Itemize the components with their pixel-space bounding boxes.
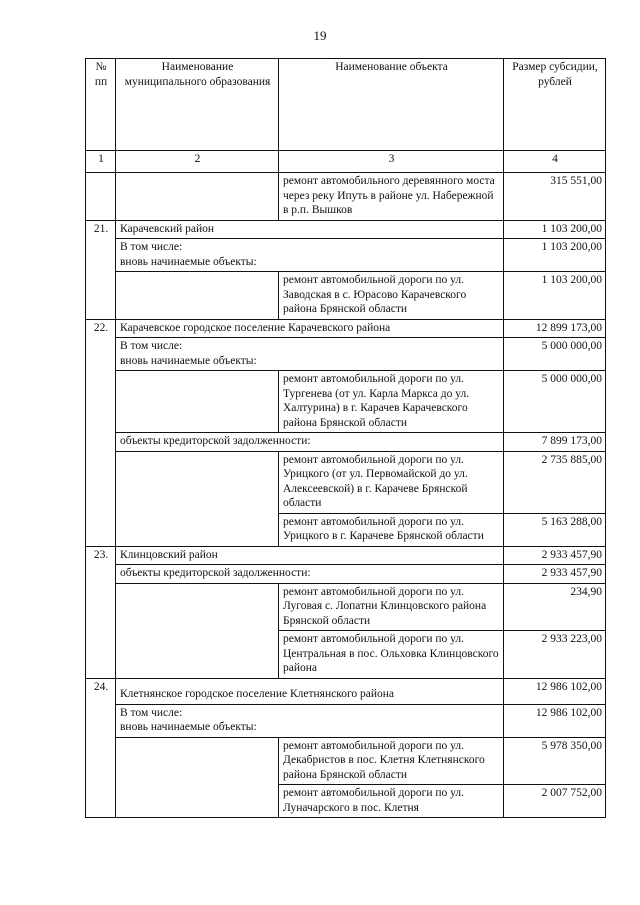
table-row — [86, 704, 606, 737]
table-row — [86, 220, 606, 239]
table-row — [86, 513, 606, 546]
object-name: ремонт автомобильной дороги по ул. Центральная в пос. Ольховка Клинцовского района — [279, 631, 504, 679]
table-row — [86, 239, 606, 272]
row-number: 23. — [86, 546, 116, 565]
amount: 2 933 457,90 — [504, 546, 606, 565]
table-row — [86, 451, 606, 513]
object-name: ремонт автомобильной дороги по ул. Заводская в с. Юрасово Карачевского района Брянской области — [279, 272, 504, 320]
amount: 12 986 102,00 — [504, 704, 606, 737]
object-name: ремонт автомобильной дороги по ул. Урицкого в г. Карачеве Брянской области — [279, 513, 504, 546]
subtotal-label: В том числе: вновь начинаемые объекты: — [116, 704, 504, 737]
municipality-name: Клинцовский район — [116, 546, 504, 565]
table-row — [86, 319, 606, 338]
subtotal-label: В том числе: вновь начинаемые объекты: — [116, 239, 504, 272]
object-name: ремонт автомобильной дороги по ул. Луначарского в пос. Клетня — [279, 785, 504, 818]
amount: 1 103 200,00 — [504, 272, 606, 320]
amount: 2 007 752,00 — [504, 785, 606, 818]
amount: 1 103 200,00 — [504, 220, 606, 239]
amount: 2 933 223,00 — [504, 631, 606, 679]
table-row — [86, 678, 606, 704]
table-row — [86, 338, 606, 371]
municipality-name: Карачевское городское поселение Карачевского района — [116, 319, 504, 338]
table-row — [86, 433, 606, 452]
table-row — [86, 565, 606, 584]
credit-label: объекты кредиторской задолженности: — [116, 433, 504, 452]
table-row — [86, 173, 606, 221]
table-row — [86, 583, 606, 631]
col-number-3: 3 — [279, 151, 504, 173]
municipality-name: Карачевский район — [116, 220, 504, 239]
subtotal-label: В том числе: вновь начинаемые объекты: — [116, 338, 504, 371]
table-header-row — [86, 59, 606, 151]
col-number-2: 2 — [116, 151, 279, 173]
amount: 1 103 200,00 — [504, 239, 606, 272]
amount: 315 551,00 — [504, 173, 606, 221]
amount: 234,90 — [504, 583, 606, 631]
col-number-1: 1 — [86, 151, 116, 173]
header-municipality: Наименование муниципального образования — [116, 59, 279, 151]
amount: 5 000 000,00 — [504, 371, 606, 433]
table-row — [86, 546, 606, 565]
amount: 2 933 457,90 — [504, 565, 606, 584]
credit-label: объекты кредиторской задолженности: — [116, 565, 504, 584]
amount: 5 978 350,00 — [504, 737, 606, 785]
amount: 5 000 000,00 — [504, 338, 606, 371]
header-number: № пп — [86, 59, 116, 151]
amount: 12 899 173,00 — [504, 319, 606, 338]
object-name: ремонт автомобильной дороги по ул. Урицкого (от ул. Первомайской до ул. Алексеевской) в г. Карачеве Брянской области — [279, 451, 504, 513]
col-number-4: 4 — [504, 151, 606, 173]
table-row — [86, 371, 606, 433]
subsidy-table — [85, 58, 606, 818]
table-row — [86, 737, 606, 785]
table-row — [86, 272, 606, 320]
object-name: ремонт автомобильной дороги по ул. Луговая с. Лопатни Клинцовского района Брянской области — [279, 583, 504, 631]
amount: 2 735 885,00 — [504, 451, 606, 513]
amount: 12 986 102,00 — [504, 678, 606, 704]
table-row — [86, 631, 606, 679]
table-row — [86, 785, 606, 818]
municipality-name: Клетнянское городское поселение Клетнянского района — [116, 678, 504, 704]
object-name: ремонт автомобильного деревянного моста через реку Ипуть в районе ул. Набережной в р.п. Вышков — [279, 173, 504, 221]
column-number-row — [86, 151, 606, 173]
object-name: ремонт автомобильной дороги по ул. Декабристов в пос. Клетня Клетнянского района Брянской области — [279, 737, 504, 785]
object-name: ремонт автомобильной дороги по ул. Тургенева (от ул. Карла Маркса до ул. Халтурина) в г. Карачев Карачевского района Брянской области — [279, 371, 504, 433]
page-number: 19 — [313, 28, 327, 43]
row-number: 21. — [86, 220, 116, 239]
header-amount: Размер субсидии, рублей — [504, 59, 606, 151]
row-number: 24. — [86, 678, 116, 704]
amount: 5 163 288,00 — [504, 513, 606, 546]
row-number: 22. — [86, 319, 116, 338]
header-object: Наименование объекта — [279, 59, 504, 151]
amount: 7 899 173,00 — [504, 433, 606, 452]
